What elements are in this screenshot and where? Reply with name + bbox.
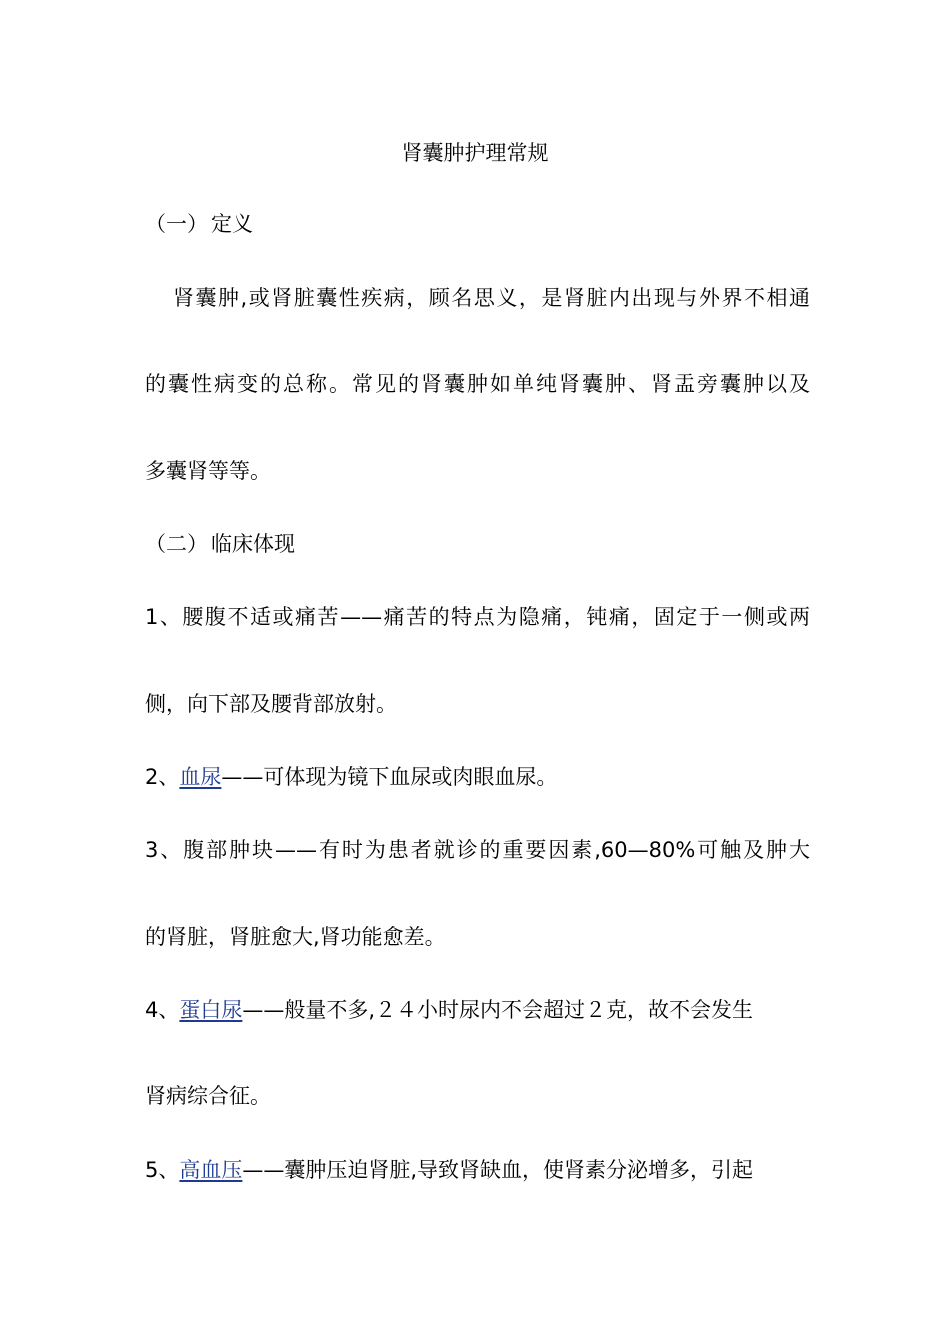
section-label: 定义 <box>211 212 253 236</box>
item-text: ——般量不多,２４小时尿内不会超过２克，故不会发生 <box>242 998 754 1022</box>
list-item-line: 肾病综合征。 <box>145 1084 271 1108</box>
list-item-line: 侧，向下部及腰背部放射。 <box>145 692 397 716</box>
paragraph-line: 的囊性病变的总称。常见的肾囊肿如单纯肾囊肿、肾盂旁囊肿以及 <box>145 372 810 396</box>
hematuria-link[interactable]: 血尿 <box>179 765 222 789</box>
item-prefix: 5、 <box>145 1158 180 1182</box>
item-text: ——囊肿压迫肾脏,导致肾缺血，使肾素分泌增多，引起 <box>242 1158 754 1182</box>
list-item-line: 的肾脏，肾脏愈大,肾功能愈差。 <box>145 925 446 949</box>
proteinuria-link[interactable]: 蛋白尿 <box>179 998 243 1022</box>
item-text: ——可体现为镜下血尿或肉眼血尿。 <box>221 765 558 789</box>
item-prefix: 2、 <box>145 765 180 789</box>
section-label: 临床体现 <box>211 532 295 556</box>
hypertension-link[interactable]: 高血压 <box>179 1158 243 1182</box>
section-number: （一） <box>145 212 208 236</box>
list-item-line: 1、腰腹不适或痛苦——痛苦的特点为隐痛，钝痛，固定于一侧或两 <box>145 605 810 629</box>
section-heading-definition <box>145 209 810 239</box>
list-item-hematuria <box>145 762 810 792</box>
item-prefix: 4、 <box>145 998 180 1022</box>
list-item-line: 3、腹部肿块——有时为患者就诊的重要因素,60—80%可触及肿大 <box>145 838 810 862</box>
paragraph-line: 多囊肾等等。 <box>145 459 271 483</box>
list-item-hypertension <box>145 1155 810 1185</box>
page-title: 肾囊肿护理常规 <box>401 141 549 165</box>
section-heading-clinical <box>145 529 810 559</box>
paragraph-line: 肾囊肿,或肾脏囊性疾病，顾名思义，是肾脏内出现与外界不相通 <box>173 286 810 310</box>
list-item-proteinuria <box>145 995 810 1025</box>
section-number: （二） <box>145 532 208 556</box>
